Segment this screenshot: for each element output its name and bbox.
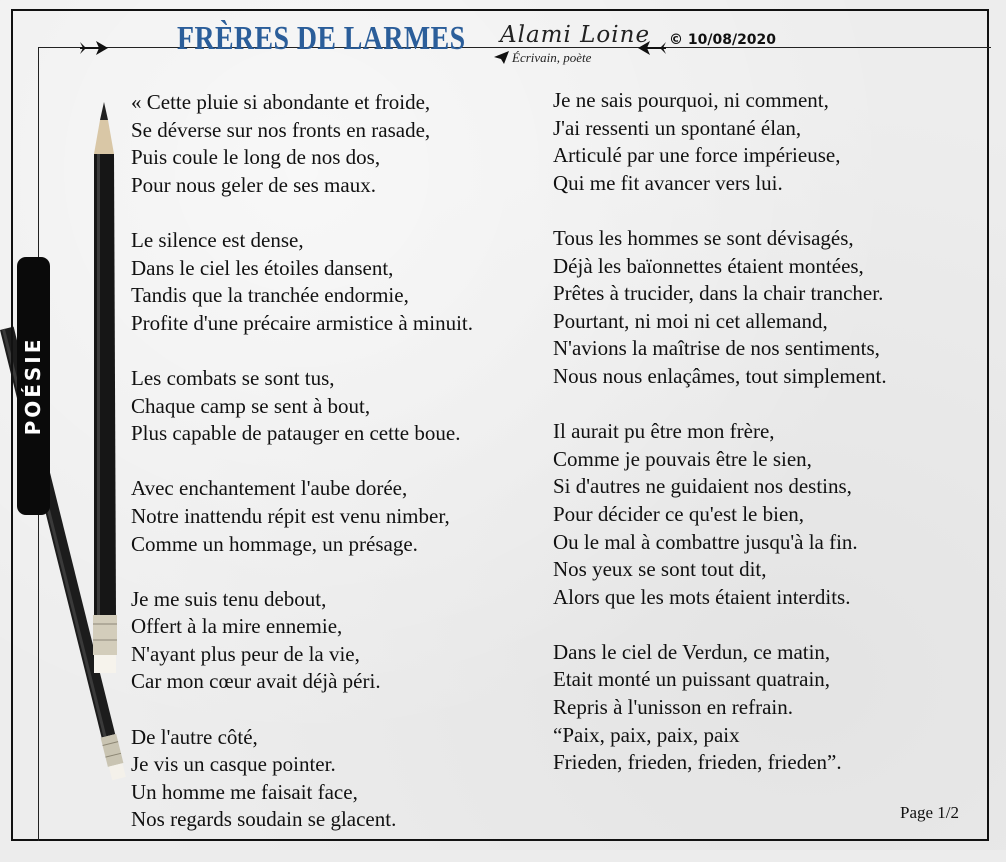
poem-line: Frieden, frieden, frieden, frieden”. bbox=[553, 750, 842, 775]
author-name: Alami Loine bbox=[500, 22, 651, 48]
poem-right-column bbox=[553, 87, 887, 804]
poem-line: Car mon cœur avait déjà péri. bbox=[131, 669, 381, 694]
poem-line: Un homme me faisait face, bbox=[131, 779, 358, 804]
poem-line: Tous les hommes se sont dévisagés, bbox=[553, 225, 854, 250]
poem-line: Tandis que la tranchée endormie, bbox=[131, 283, 409, 308]
paper-plane-icon bbox=[494, 51, 509, 64]
poem-stanza bbox=[131, 586, 473, 696]
poem-line: Pour nous geler de ses maux. bbox=[131, 172, 376, 197]
poem-line: Dans le ciel les étoiles dansent, bbox=[131, 255, 394, 280]
poem-left-column bbox=[131, 89, 473, 862]
poem-line: Alors que les mots étaient interdits. bbox=[553, 584, 851, 609]
poem-line: Se déverse sur nos fronts en rasade, bbox=[131, 117, 431, 142]
poem-line: Comme un hommage, un présage. bbox=[131, 531, 418, 556]
poem-line: Comme je pouvais être le sien, bbox=[553, 446, 812, 471]
category-tab-label: POÉSIE bbox=[21, 336, 45, 436]
poem-stanza bbox=[131, 89, 473, 199]
poem-line: Nos regards soudain se glacent. bbox=[131, 807, 397, 832]
poem-line: Il aurait pu être mon frère, bbox=[553, 419, 775, 444]
poem-line: Articulé par une force impérieuse, bbox=[553, 143, 841, 168]
poem-line: Le silence est dense, bbox=[131, 227, 304, 252]
poem-line: Profite d'une précaire armistice à minuit. bbox=[131, 310, 473, 335]
poem-line: Prêtes à trucider, dans la chair trancher. bbox=[553, 281, 884, 306]
poem-line: Pourtant, ni moi ni cet allemand, bbox=[553, 308, 828, 333]
poem-stanza bbox=[553, 87, 887, 197]
page-number: Page 1/2 bbox=[900, 803, 960, 822]
poem-stanza bbox=[553, 225, 887, 391]
poem-stanza bbox=[131, 475, 473, 558]
poem-stanza bbox=[131, 724, 473, 834]
poem-line: “Paix, paix, paix, paix bbox=[553, 722, 740, 747]
copyright-date: © 10/08/2020 bbox=[669, 32, 777, 48]
poem-line: Les combats se sont tus, bbox=[131, 365, 335, 390]
arrow-right-icon bbox=[80, 39, 108, 57]
poem-line: Si d'autres ne guidaient nos destins, bbox=[553, 474, 852, 499]
poem-line: Dans le ciel de Verdun, ce matin, bbox=[553, 639, 831, 664]
poem-line: « Cette pluie si abondante et froide, bbox=[131, 90, 431, 114]
poem-stanza bbox=[131, 365, 473, 448]
poem-line: Déjà les baïonnettes étaient montées, bbox=[553, 253, 864, 278]
poem-line: Nos yeux se sont tout dit, bbox=[553, 557, 767, 582]
poem-stanza bbox=[131, 227, 473, 337]
poem-line: Je ne sais pourquoi, ni comment, bbox=[553, 88, 829, 112]
poem-line: Je vis un casque pointer. bbox=[131, 752, 336, 777]
poem-line: Puis coule le long de nos dos, bbox=[131, 145, 381, 170]
poem-line: Qui me fit avancer vers lui. bbox=[553, 170, 783, 195]
poem-line: Pour décider ce qu'est le bien, bbox=[553, 501, 805, 526]
poem-line: Plus capable de patauger en cette boue. bbox=[131, 421, 461, 446]
poem-line: Je me suis tenu debout, bbox=[131, 586, 327, 611]
poem-line: Chaque camp se sent à bout, bbox=[131, 393, 371, 418]
poem-line: Nous nous enlaçâmes, tout simplement. bbox=[553, 363, 887, 388]
poem-stanza bbox=[553, 639, 887, 777]
poem-line: Ou le mal à combattre jusqu'à la fin. bbox=[553, 529, 858, 554]
poem-line: Repris à l'unisson en refrain. bbox=[553, 695, 793, 720]
poem-line: Avec enchantement l'aube dorée, bbox=[131, 476, 408, 501]
poem-line: Notre inattendu répit est venu nimber, bbox=[131, 503, 450, 528]
poem-line: Offert à la mire ennemie, bbox=[131, 614, 343, 639]
poem-line: J'ai ressenti un spontané élan, bbox=[553, 115, 802, 140]
poem-line: N'avions la maîtrise de nos sentiments, bbox=[553, 336, 880, 361]
poem-stanza bbox=[553, 418, 887, 611]
author-role: Écrivain, poète bbox=[512, 50, 592, 65]
poem-line: De l'autre côté, bbox=[131, 724, 258, 749]
poem-line: Etait monté un puissant quatrain, bbox=[553, 667, 831, 692]
poem-line: N'ayant plus peur de la vie, bbox=[131, 641, 360, 666]
poem-title: FRÈRES DE LARMES bbox=[177, 20, 466, 57]
